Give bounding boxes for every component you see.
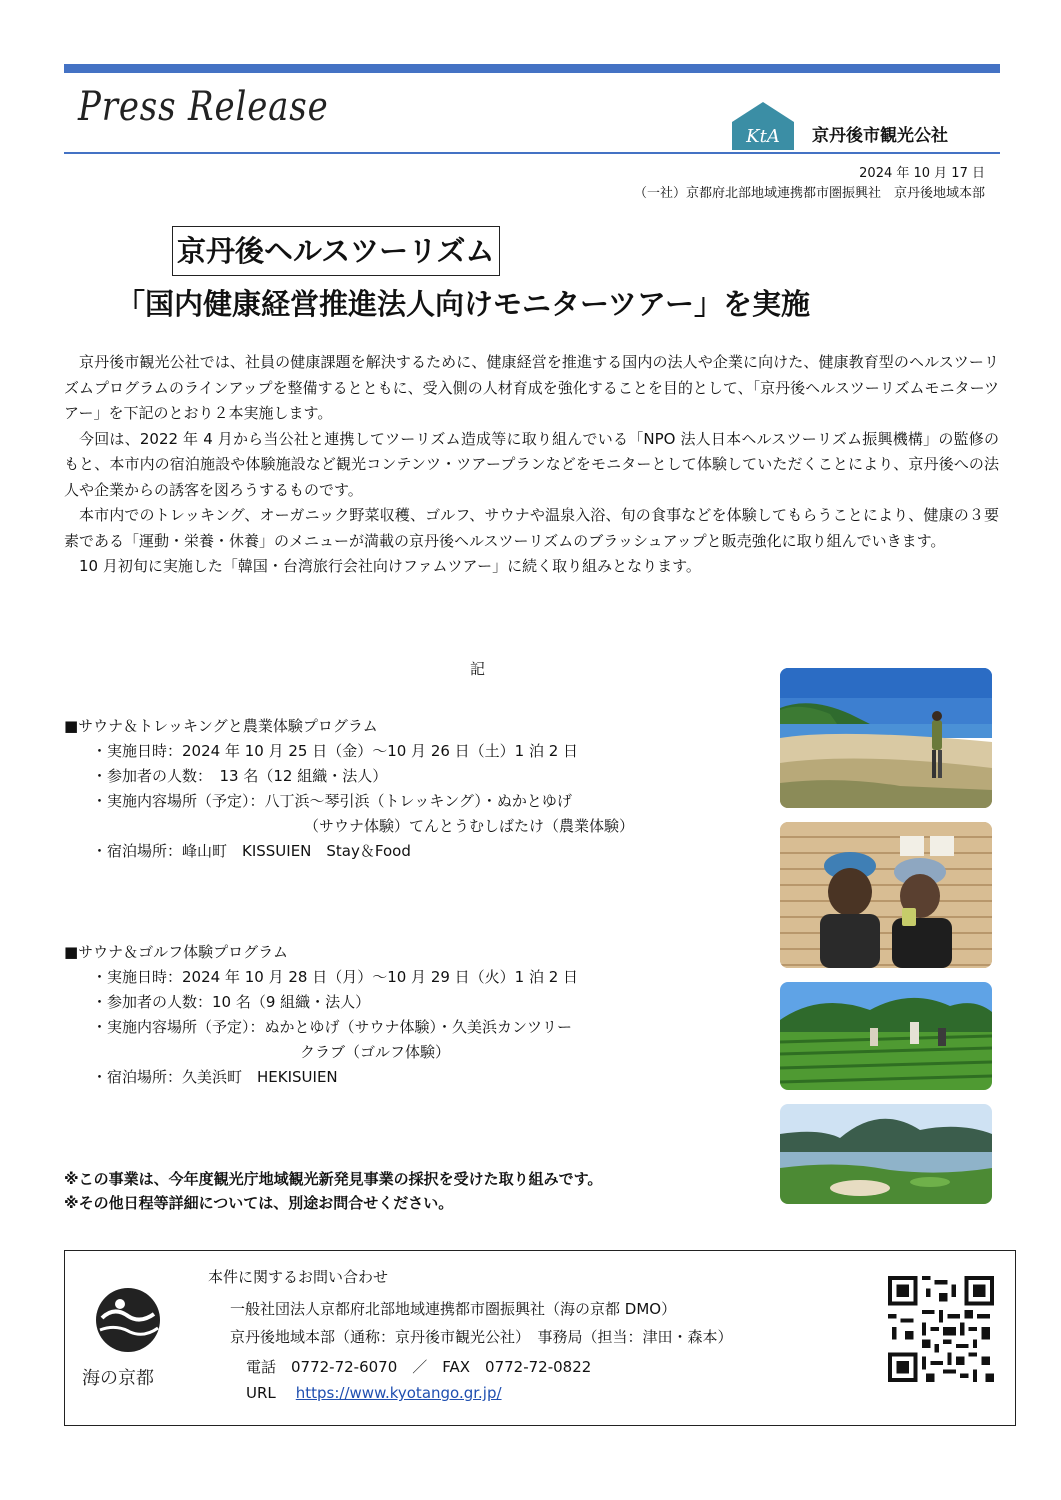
contact-org: 一般社団法人京都府北部地域連携都市圏振興社（海の京都 DMO） xyxy=(230,1300,677,1318)
sauna-drink-photo xyxy=(780,822,992,968)
issuer: （一社）京都府北部地域連携都市圏振興社 京丹後地域本部 xyxy=(633,186,985,201)
top-accent-bar xyxy=(64,64,1000,73)
contact-phone-fax: 電話 0772-72-6070 ／ FAX 0772-72-0822 xyxy=(246,1358,592,1376)
body-paragraph: 今回は、2022 年 4 月から当公社と連携してツーリズム造成等に取り組んでいる「NPO 法人日本ヘルスツーリズム振興機構」の監修のもと、本市内の宿泊施設や体験施設など観光コンテンツ・ツアープランなどをモニターとして体験していただくことにより、京丹後への法人や企業からの誘客を図ろうするものです。 xyxy=(64,429,999,499)
program-content-cont: クラブ（ゴルフ体験） xyxy=(300,1043,451,1061)
headline-main: 「国内健康経営推進法人向けモニターツアー」を実施 xyxy=(116,287,810,321)
press-release-title: Press Release xyxy=(78,84,329,130)
program-title: ■サウナ＆トレッキングと農業体験プログラム xyxy=(64,717,378,735)
program-participants: ・参加者の人数： 13 名（12 組織・法人） xyxy=(92,767,388,785)
header-rule xyxy=(64,152,1000,154)
program-content: ・実施内容場所（予定）：ぬかとゆげ（サウナ体験）・久美浜カンツリー xyxy=(92,1018,573,1036)
program-title: ■サウナ＆ゴルフ体験プログラム xyxy=(64,943,289,961)
farm-harvest-photo xyxy=(780,982,992,1090)
program-sauna-golf xyxy=(64,940,764,1090)
note-line: ※その他日程等詳細については、別途お問合せください。 xyxy=(64,1194,454,1212)
body-paragraph: 10 月初旬に実施した「韓国・台湾旅行会社向けファムツアー」に続く取り組みとなります。 xyxy=(79,557,701,575)
contact-url-row xyxy=(246,1384,502,1402)
program-sauna-trekking xyxy=(64,714,764,864)
umi-logo-text: 海の京都 xyxy=(82,1368,154,1389)
body-paragraph: 本市内でのトレッキング、オーガニック野菜収穫、ゴルフ、サウナや温泉入浴、旬の食事などを体験してもらうことにより、健康の３要素である「運動・栄養・休養」のメニューが満載の京丹後ヘルスツーリズムのブラッシュアップと販売強化に取り組んでいきます。 xyxy=(64,506,999,550)
program-date: ・実施日時：2024 年 10 月 28 日（月）～10 月 29 日（火）1 泊 2 日 xyxy=(92,968,579,986)
release-date: 2024 年 10 月 17 日 xyxy=(859,166,985,181)
program-date: ・実施日時：2024 年 10 月 25 日（金）～10 月 26 日（土）1 泊 2 日 xyxy=(92,742,579,760)
contact-office: 京丹後地域本部（通称：京丹後市観光公社） 事務局（担当：津田・森本） xyxy=(230,1328,733,1346)
program-content: ・実施内容場所（予定）：八丁浜～琴引浜（トレッキング）・ぬかとゆげ xyxy=(92,792,572,810)
contact-heading: 本件に関するお問い合わせ xyxy=(208,1268,389,1286)
svg-text:KtA: KtA xyxy=(746,126,780,147)
notes xyxy=(64,1167,602,1215)
qr-code-icon[interactable] xyxy=(888,1276,994,1382)
program-participants: ・参加者の人数：10 名（9 組織・法人） xyxy=(92,993,371,1011)
program-lodging: ・宿泊場所：峰山町 KISSUIEN Stay＆Food xyxy=(92,842,411,860)
beach-trekking-photo xyxy=(780,668,992,808)
golf-course-photo xyxy=(780,1104,992,1204)
headline-boxed: 京丹後ヘルスツーリズム xyxy=(172,226,500,276)
body-text xyxy=(64,350,999,580)
url-label: URL xyxy=(246,1384,276,1402)
umi-no-kyoto-logo xyxy=(80,1284,180,1394)
body-paragraph: 京丹後市観光公社では、社員の健康課題を解決するために、健康経営を推進する国内の法人や企業に向けた、健康教育型のヘルスツーリズムプログラムのラインアップを整備するとともに、受入側の人材育成を強化することを目的として、「京丹後ヘルスツーリズムモニターツアー」を下記のとおり２本実施します。 xyxy=(64,353,999,422)
kta-house-logo-icon xyxy=(728,100,798,152)
org-name: 京丹後市観光公社 xyxy=(812,126,948,146)
ki-marker: 記 xyxy=(470,660,486,678)
website-link[interactable]: https://www.kyotango.gr.jp/ xyxy=(295,1384,502,1402)
program-content-cont: （サウナ体験）てんとうむしばたけ（農業体験） xyxy=(304,817,635,835)
program-lodging: ・宿泊場所：久美浜町 HEKISUIEN xyxy=(92,1068,338,1086)
note-line: ※この事業は、今年度観光庁地域観光新発見事業の採択を受けた取り組みです。 xyxy=(64,1170,603,1188)
